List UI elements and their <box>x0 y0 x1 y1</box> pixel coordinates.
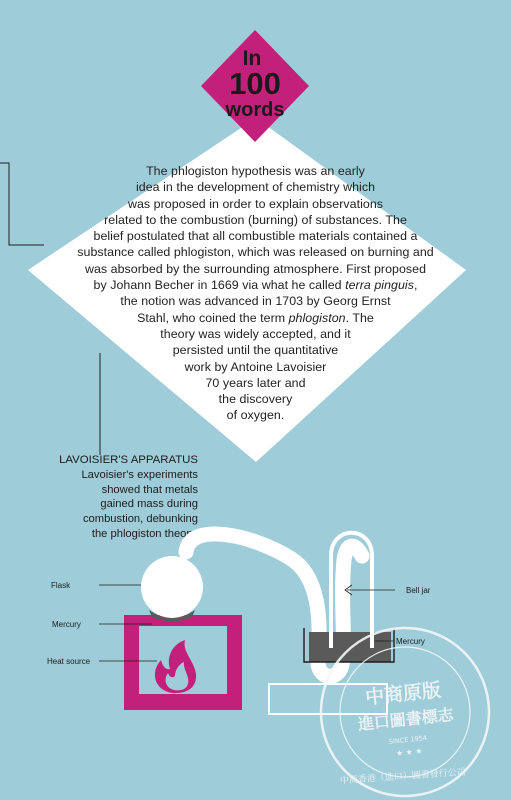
term-phlogiston: phlogiston <box>288 310 346 325</box>
text-line: work by Antoine Lavoisier <box>184 359 327 374</box>
caption-line: combustion, debunking <box>82 513 198 526</box>
label-heat-source: Heat source <box>47 657 91 666</box>
caption-line: showed that metals <box>101 483 198 496</box>
text-line: the notion was advanced in 1703 by Georg Ernst <box>120 294 391 309</box>
caption-title: LAVOISIER'S APPARATUS <box>59 454 198 466</box>
stamp-footer: 中商香港（進口）圖書發行公司 <box>339 767 467 787</box>
label-mercury-left: Mercury <box>52 620 81 629</box>
label-bell-jar: Bell jar <box>406 586 431 595</box>
text-line: Stahl, who coined the term phlogiston. The <box>137 310 374 325</box>
text-line: was proposed in order to explain observations <box>127 196 384 211</box>
text-line: The phlogiston hypothesis was an early <box>146 164 365 178</box>
stamp-since: SINCE 1954 <box>388 733 428 746</box>
stamp-stars: ★ ★ ★ <box>395 746 423 759</box>
stamp-main-top: 中商原版 <box>364 679 443 710</box>
text-line: substance called phlogiston, which was released on burning and <box>77 245 434 260</box>
text-line: by Johann Becher in 1669 via what he called terra pinguis, <box>93 278 418 293</box>
text-line: persisted until the quantitative <box>172 343 339 358</box>
text-line: idea in the development of chemistry which <box>135 180 376 195</box>
label-flask: Flask <box>51 581 71 590</box>
stamp-main-bottom: 進口圖書標志 <box>357 704 455 734</box>
term-terra-pinguis: terra pinguis <box>345 278 414 293</box>
label-mercury-right: Mercury <box>396 637 425 646</box>
caption-line: the phlogiston theory. <box>91 527 198 540</box>
caption-line: gained mass during <box>100 498 198 511</box>
caption-line: Lavoisier's experiments <box>81 468 198 481</box>
heading-line-100: 100 <box>229 66 281 101</box>
text-line: 70 years later and <box>205 375 306 390</box>
text-line: theory was widely accepted, and it <box>160 326 351 341</box>
text-line: was absorbed by the surrounding atmosphere. First proposed <box>84 261 427 276</box>
text-line: related to the combustion (burning) of substances. The <box>104 212 407 227</box>
heading-line-in: In <box>242 47 262 70</box>
text-line: of oxygen. <box>226 408 285 423</box>
text-line: the discovery <box>218 392 293 407</box>
heading-line-words: words <box>225 99 285 121</box>
text-line: belief postulated that all combustible materials contained a <box>93 229 418 244</box>
